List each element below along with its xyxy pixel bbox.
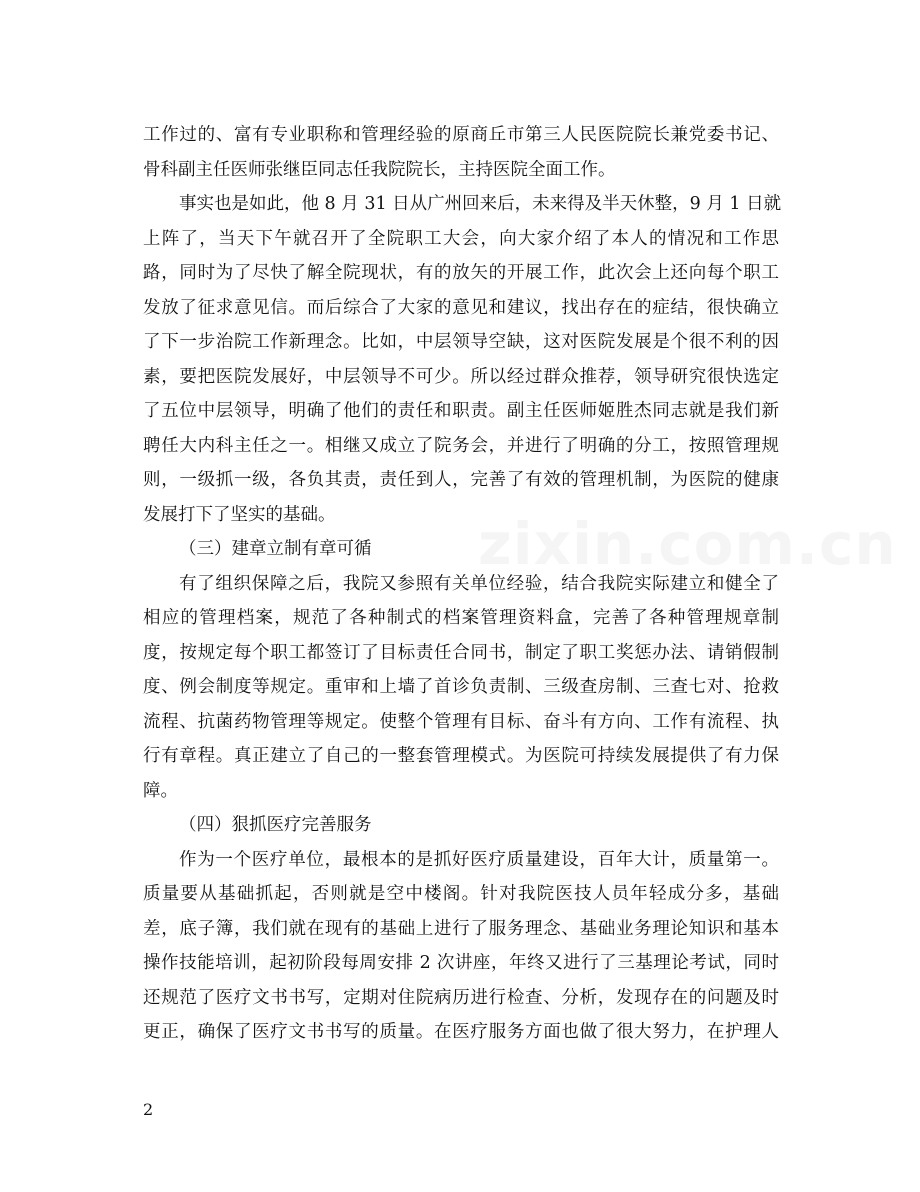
- paragraph-line: 发展打下了坚实的基础。: [143, 504, 336, 525]
- watermark: zixin.com.cn: [478, 510, 897, 578]
- paragraph-line: 有了组织保障之后，我院又参照有关单位经验，结合我院实际建立和健全了: [179, 573, 779, 594]
- paragraph-line: 聘任大内科主任之一。相继又成立了院务会，并进行了明确的分工，按照管理规: [143, 435, 779, 456]
- document-body: [143, 118, 782, 1050]
- page-number: 2: [143, 1100, 154, 1119]
- paragraph-line: 相应的管理档案，规范了各种制式的档案管理资料盒，完善了各种管理规章制: [143, 608, 779, 628]
- paragraph-line: 度，按规定每个职工都签订了目标责任合同书，制定了职工奖惩办法、请销假制: [143, 642, 779, 663]
- paragraph-line: 差，底子簿，我们就在现有的基础上进行了服务理念、基础业务理论知识和基本: [143, 918, 779, 939]
- paragraph-line: 工作过的、富有专业职称和管理经验的原商丘市第三人民医院院长兼党委书记、: [143, 125, 779, 145]
- section-heading: （三）建章立制有章可循: [179, 539, 372, 559]
- paragraph-line: 了五位中层领导，明确了他们的责任和职责。副主任医师姬胜杰同志就是我们新: [143, 401, 779, 421]
- paragraph-line: 事实也是如此，他 8 月 31 日从广州回来后，未来得及半天休整，9 月 1 日就: [179, 194, 782, 214]
- paragraph-line: 作为一个医疗单位，最根本的是抓好医疗质量建设，百年大计，质量第一。: [179, 849, 779, 870]
- paragraph-line: 素，要把医院发展好，中层领导不可少。所以经过群众推荐，领导研究很快选定: [143, 366, 779, 387]
- paragraph-line: 行有章程。真正建立了自己的一整套管理模式。为医院可持续发展提供了有力保: [143, 746, 779, 766]
- paragraph-line: 上阵了，当天下午就召开了全院职工大会，向大家介绍了本人的情况和工作思: [143, 228, 779, 249]
- paragraph-line: 更正，确保了医疗文书书写的质量。在医疗服务方面也做了很大努力，在护理人: [143, 1022, 779, 1042]
- paragraph-line: 障。: [143, 780, 178, 801]
- section-heading: （四）狠抓医疗完善服务: [179, 815, 372, 835]
- paragraph-line: 还规范了医疗文书书写，定期对住院病历进行检查、分析，发现存在的问题及时: [143, 987, 779, 1008]
- paragraph-line: 操作技能培训，起初阶段每周安排 2 次讲座，年终又进行了三基理论考试，同时: [143, 953, 779, 973]
- paragraph-line: 骨科副主任医师张继臣同志任我院院长，主持医院全面工作。: [143, 159, 616, 180]
- paragraph-line: 质量要从基础抓起，否则就是空中楼阁。针对我院医技人员年轻成分多，基础: [143, 884, 779, 904]
- paragraph-line: 了下一步治院工作新理念。比如，中层领导空缺，这对医院发展是个很不利的因: [143, 332, 779, 352]
- paragraph-line: 则，一级抓一级，各负其责，责任到人，完善了有效的管理机制，为医院的健康: [143, 470, 779, 490]
- paragraph-line: 路，同时为了尽快了解全院现状，有的放矢的开展工作，此次会上还向每个职工: [143, 263, 779, 283]
- paragraph-line: 度、例会制度等规定。重审和上墙了首诊负责制、三级查房制、三查七对、抢救: [143, 677, 779, 697]
- paragraph-line: 发放了征求意见信。而后综合了大家的意见和建议，找出存在的症结，很快确立: [143, 297, 779, 318]
- paragraph-line: 流程、抗菌药物管理等规定。使整个管理有目标、奋斗有方向、工作有流程、执: [143, 711, 779, 732]
